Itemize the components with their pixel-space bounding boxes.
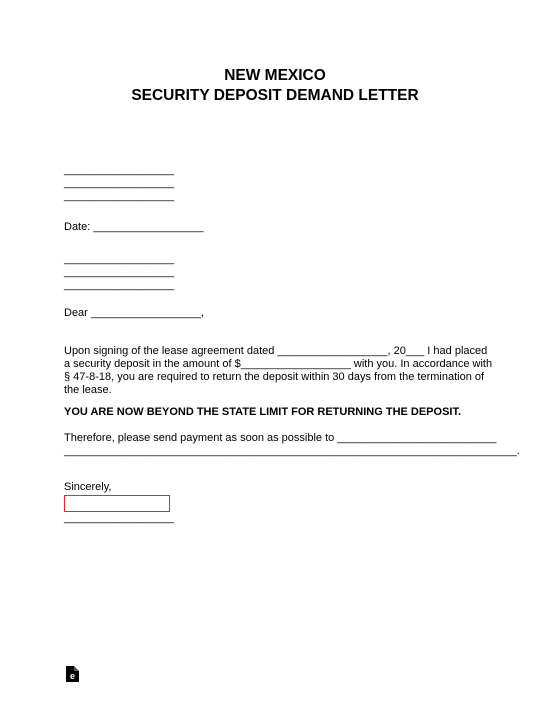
sender-line: __________________: [64, 177, 175, 189]
title-document: SECURITY DEPOSIT DEMAND LETTER: [131, 87, 419, 104]
sender-line: __________________: [64, 164, 175, 176]
payment-line: Therefore, please send payment as soon as possible to __________________________: [64, 432, 497, 444]
salutation: Dear __________________,: [64, 307, 205, 319]
date-line: Date: __________________: [64, 221, 204, 233]
svg-text:e: e: [69, 671, 76, 681]
title-state: NEW MEXICO: [224, 67, 326, 84]
warning-statement: YOU ARE NOW BEYOND THE STATE LIMIT FOR RETURNING THE DEPOSIT.: [64, 406, 462, 418]
recipient-line: __________________: [64, 253, 175, 265]
signature-field[interactable]: [64, 495, 170, 512]
recipient-line: __________________: [64, 279, 175, 291]
payment-line-continued: __________________________________________________________________________.: [64, 445, 520, 457]
sender-line: __________________: [64, 190, 175, 202]
signature-line: __________________: [64, 512, 175, 524]
closing: Sincerely,: [64, 481, 112, 493]
eforms-logo-icon: [65, 666, 79, 682]
body-paragraph: Upon signing of the lease agreement dated __________________, 20___ I had placed a security deposit in the amount of $__________________ with you. In accordance with § 47-8-18, you are required to return the deposit within 30 days from the termination of the lease.: [64, 345, 493, 396]
recipient-line: __________________: [64, 266, 175, 278]
